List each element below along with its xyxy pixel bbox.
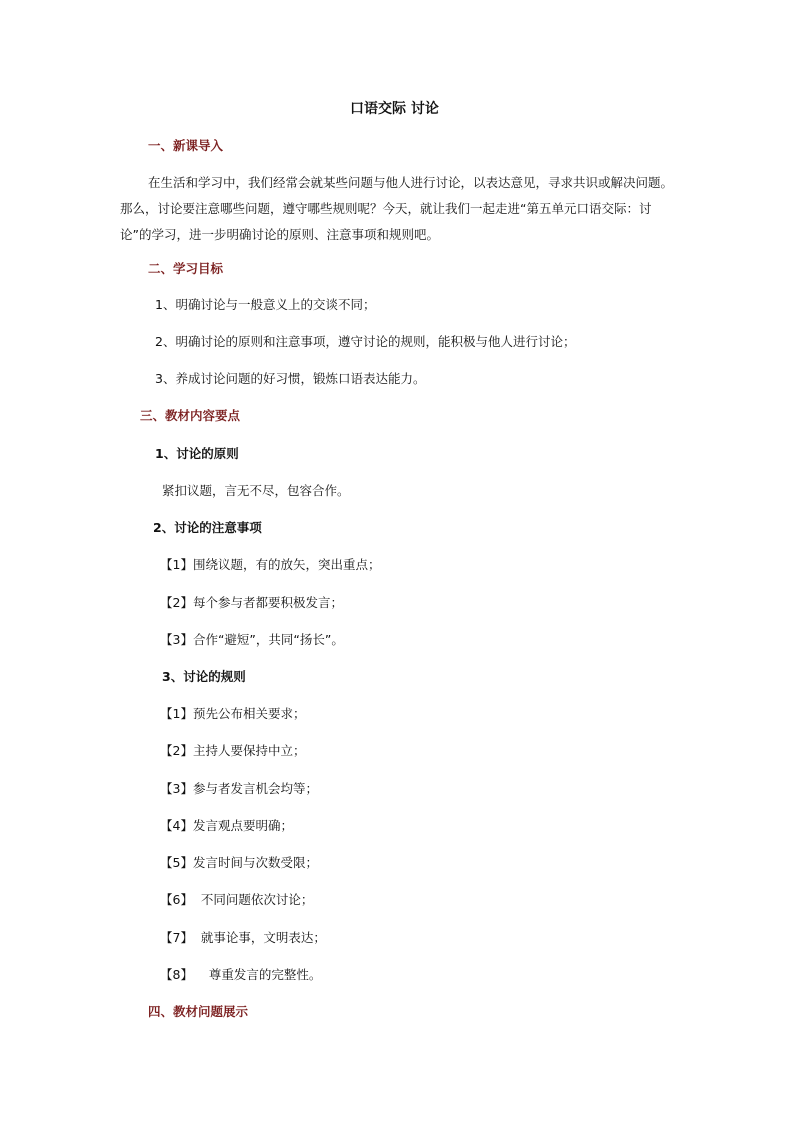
- rule-item: 【7】 就事论事，文明表达；: [160, 930, 326, 945]
- note-item: 【3】合作“避短”，共同“扬长”。: [160, 632, 344, 647]
- section-heading-problems: 四、教材问题展示: [148, 1004, 249, 1019]
- principle-text: 紧扣议题，言无不尽，包容合作。: [162, 483, 350, 498]
- document-title: 口语交际 讨论: [350, 101, 439, 117]
- rule-item: 【6】 不同问题依次讨论；: [160, 892, 314, 907]
- goal-item: 1、明确讨论与一般意义上的交谈不同；: [155, 297, 376, 312]
- principle-heading: 1、讨论的原则: [155, 446, 239, 461]
- rules-heading: 3、讨论的规则: [162, 669, 246, 684]
- rule-item: 【2】主持人要保持中立；: [160, 743, 306, 758]
- note-item: 【1】围绕议题，有的放矢，突出重点；: [160, 557, 381, 572]
- intro-paragraph: 在生活和学习中，我们经常会就某些问题与他人进行讨论，以表达意见，寻求共识或解决问题。那么，讨论要注意哪些问题，遵守哪些规则呢？今天，就让我们一起走进“第五单元口语交际：讨论”的学习，进一步明确讨论的原则、注意事项和规则吧。: [120, 175, 674, 242]
- section-heading-key-points: 三、教材内容要点: [140, 408, 241, 423]
- section-heading-goals: 二、学习目标: [148, 261, 224, 276]
- note-item: 【2】每个参与者都要积极发言；: [160, 595, 343, 610]
- rule-item: 【3】参与者发言机会均等；: [160, 781, 318, 796]
- rule-item: 【1】预先公布相关要求；: [160, 706, 306, 721]
- goal-item: 3、养成讨论问题的好习惯，锻炼口语表达能力。: [155, 371, 426, 386]
- rule-item: 【8】 尊重发言的完整性。: [160, 967, 322, 982]
- notes-heading: 2、讨论的注意事项: [153, 520, 262, 535]
- rule-item: 【4】发言观点要明确；: [160, 818, 293, 833]
- section-heading-intro: 一、新课导入: [148, 138, 224, 153]
- goal-item: 2、明确讨论的原则和注意事项，遵守讨论的规则，能积极与他人进行讨论；: [155, 334, 576, 349]
- rule-item: 【5】发言时间与次数受限；: [160, 855, 318, 870]
